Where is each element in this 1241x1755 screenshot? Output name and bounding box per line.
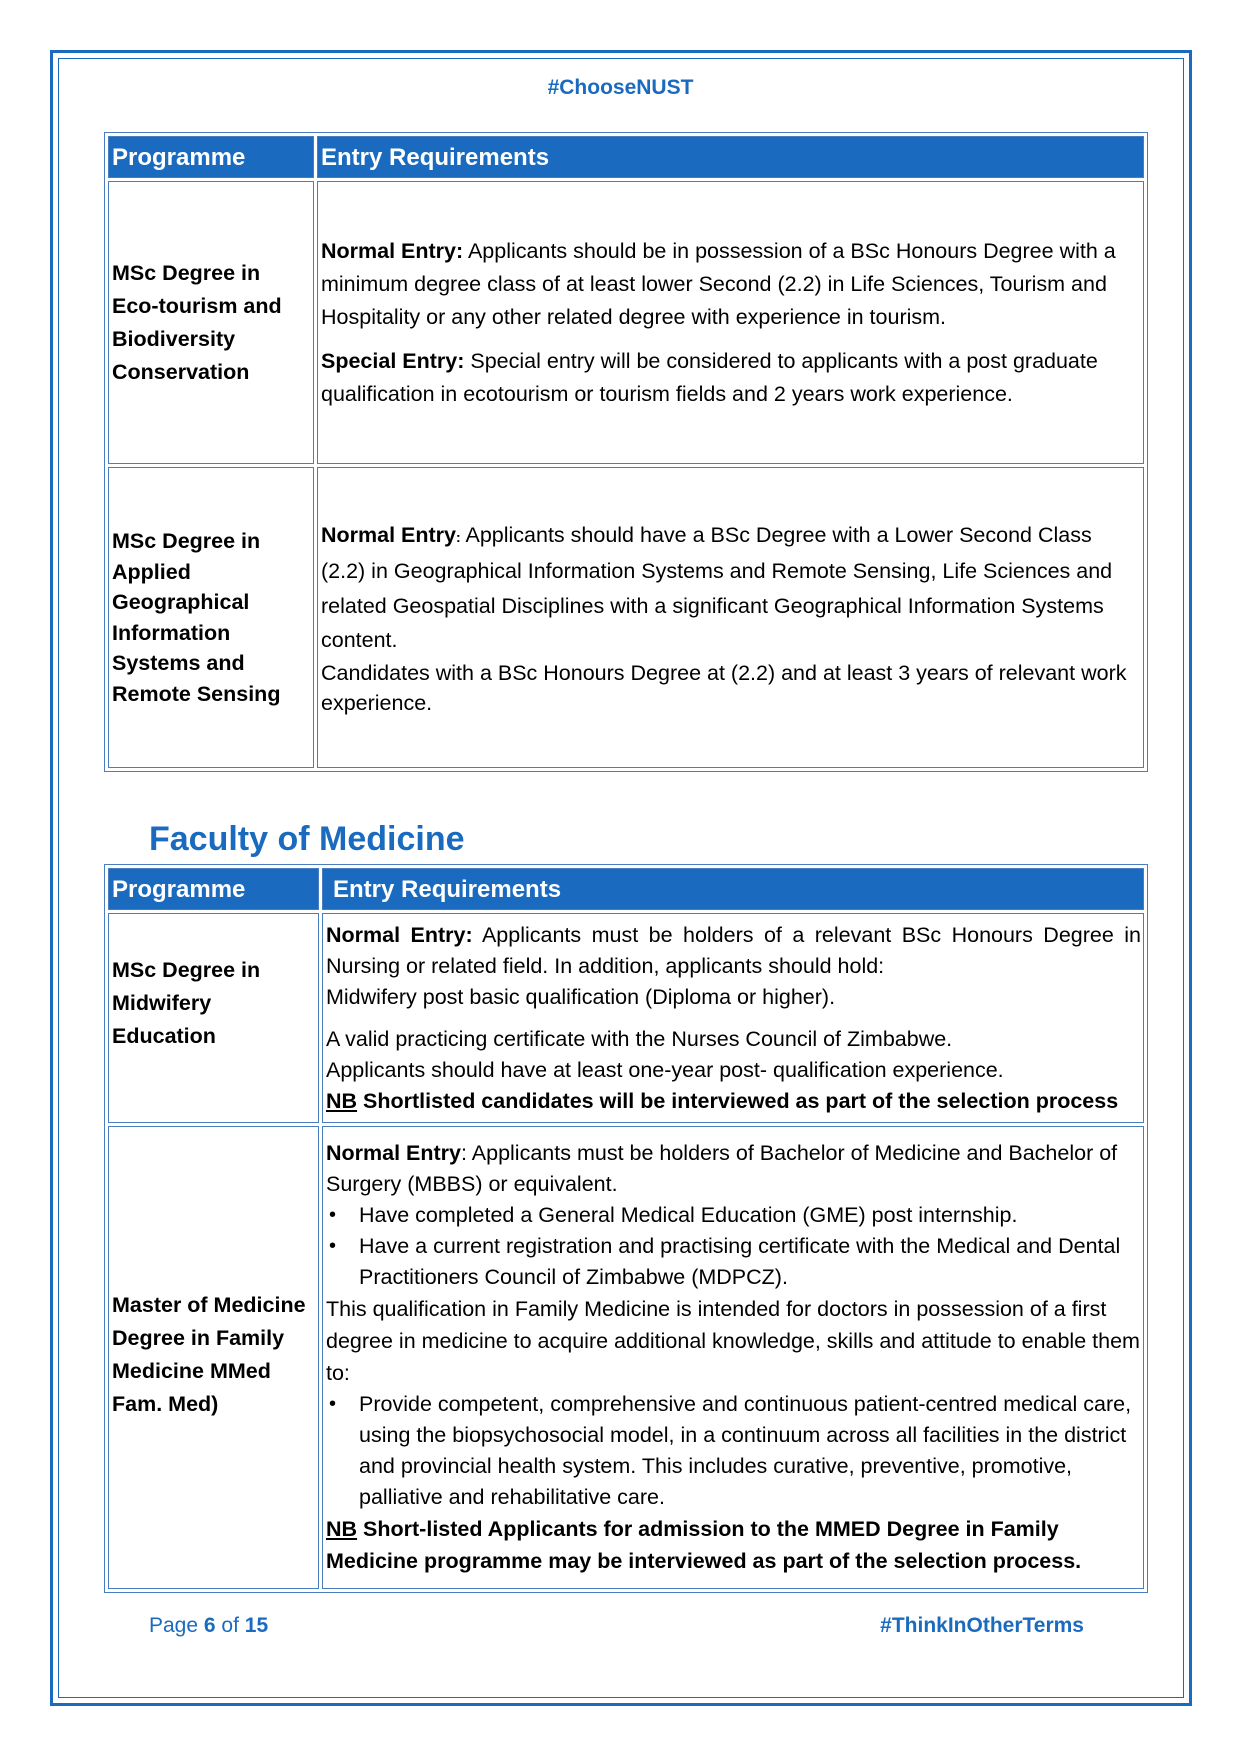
special-entry-text: Special entry will be considered to applicants with a post graduate qualification in ecotourism or tourism fields and 2 years work experience. (321, 348, 1098, 406)
entry-requirements (317, 467, 1144, 768)
nb-text: Shortlisted candidates will be interviewed as part of the selection process (363, 1088, 1119, 1113)
page-word: Page (149, 1614, 199, 1637)
programme-name: MSc Degree in Eco-tourism and Biodiversity Conservation (108, 181, 314, 464)
header-hashtag: #ChooseNUST (547, 76, 694, 99)
column-header-programme: Programme (108, 868, 319, 910)
list-item: • Have a current registration and practising certificate with the Medical and Dental Practitioners Council of Zimbabwe (MDPCZ). (326, 1231, 1141, 1293)
column-header-requirements: Entry Requirements (322, 868, 1144, 910)
requirement-line: A valid practicing certificate with the Nurses Council of Zimbabwe. (326, 1026, 953, 1051)
table-header-row (108, 868, 1144, 910)
extra-entry-text: Candidates with a BSc Honours Degree at (2.2) and at least 3 years of relevant work experience. (321, 660, 1127, 715)
table-row (108, 913, 1144, 1123)
requirements-table-2 (104, 864, 1148, 1593)
normal-entry-text: Applicants must be holders of a relevant BSc Honours Degree in Nursing or related field. In addition, applicants should hold: (326, 922, 1142, 978)
column-header-requirements: Entry Requirements (317, 136, 1144, 178)
requirement-line: Applicants should have at least one-year post- qualification experience. (326, 1057, 1004, 1082)
footer-hashtag: #ThinkInOtherTerms (880, 1614, 1084, 1637)
section-title: Faculty of Medicine (149, 820, 465, 858)
table-row (108, 467, 1144, 768)
entry-requirements (322, 913, 1144, 1123)
normal-entry-label: Normal Entry (326, 1141, 462, 1165)
normal-entry-colon: : (456, 528, 461, 545)
table-row (108, 181, 1144, 464)
entry-requirements (317, 181, 1144, 464)
nb-label: NB (326, 1088, 358, 1113)
list-item: • Provide competent, comprehensive and continuous patient-centred medical care, using the biopsychosocial model, in a continuum across all facilities in the district and provincial health system. This includes curative, preventive, promotive, palliative and rehabilitative care. (326, 1389, 1141, 1513)
requirements-table-1 (104, 132, 1148, 772)
special-entry-label: Special Entry: (321, 348, 465, 373)
programme-name: MSc Degree in Applied Geographical Information Systems and Remote Sensing (108, 467, 314, 768)
entry-requirements (322, 1126, 1144, 1589)
programme-name: MSc Degree in Midwifery Education (108, 913, 319, 1123)
nb-text: Short-listed Applicants for admission to the MMED Degree in Family Medicine programme may be interviewed as part of the selection process. (326, 1517, 1082, 1573)
intro-text: This qualification in Family Medicine is intended for doctors in possession of a first degree in medicine to acquire additional knowledge, skills and attitude to enable them to: (326, 1297, 1140, 1385)
column-header-programme: Programme (108, 136, 314, 178)
normal-entry-label: Normal Entry: (326, 922, 473, 947)
normal-entry-text: Applicants should have a BSc Degree with a Lower Second Class (2.2) in Geographical Information Systems and Remote Sensing, Life Sciences and related Geospatial Disciplines with a significant Geographical Information Systems content. (321, 522, 1113, 652)
objective-list (326, 1389, 1141, 1513)
page-of: of (221, 1614, 239, 1637)
list-item: • Have completed a General Medical Education (GME) post internship. (326, 1200, 1141, 1231)
normal-entry-text: : Applicants must be holders of Bachelor of Medicine and Bachelor of Surgery (MBBS) or equivalent. (326, 1141, 1118, 1196)
page-number (149, 1614, 268, 1638)
nb-label: NB (326, 1517, 358, 1541)
requirement-line: Midwifery post basic qualification (Diploma or higher). (326, 984, 836, 1009)
page-current: 6 (203, 1614, 216, 1637)
normal-entry-label: Normal Entry: (321, 238, 464, 263)
table-header-row (108, 136, 1144, 178)
table-row (108, 1126, 1144, 1589)
normal-entry-text: Applicants should be in possession of a BSc Honours Degree with a minimum degree class of at least lower Second (2.2) in Life Sciences, Tourism and Hospitality or any other related degree with experience in tourism. (321, 238, 1116, 329)
programme-name: Master of Medicine Degree in Family Medicine MMed Fam. Med) (108, 1126, 319, 1589)
requirement-list (326, 1200, 1141, 1293)
normal-entry-label: Normal Entry (321, 522, 457, 547)
page-total: 15 (244, 1614, 269, 1637)
